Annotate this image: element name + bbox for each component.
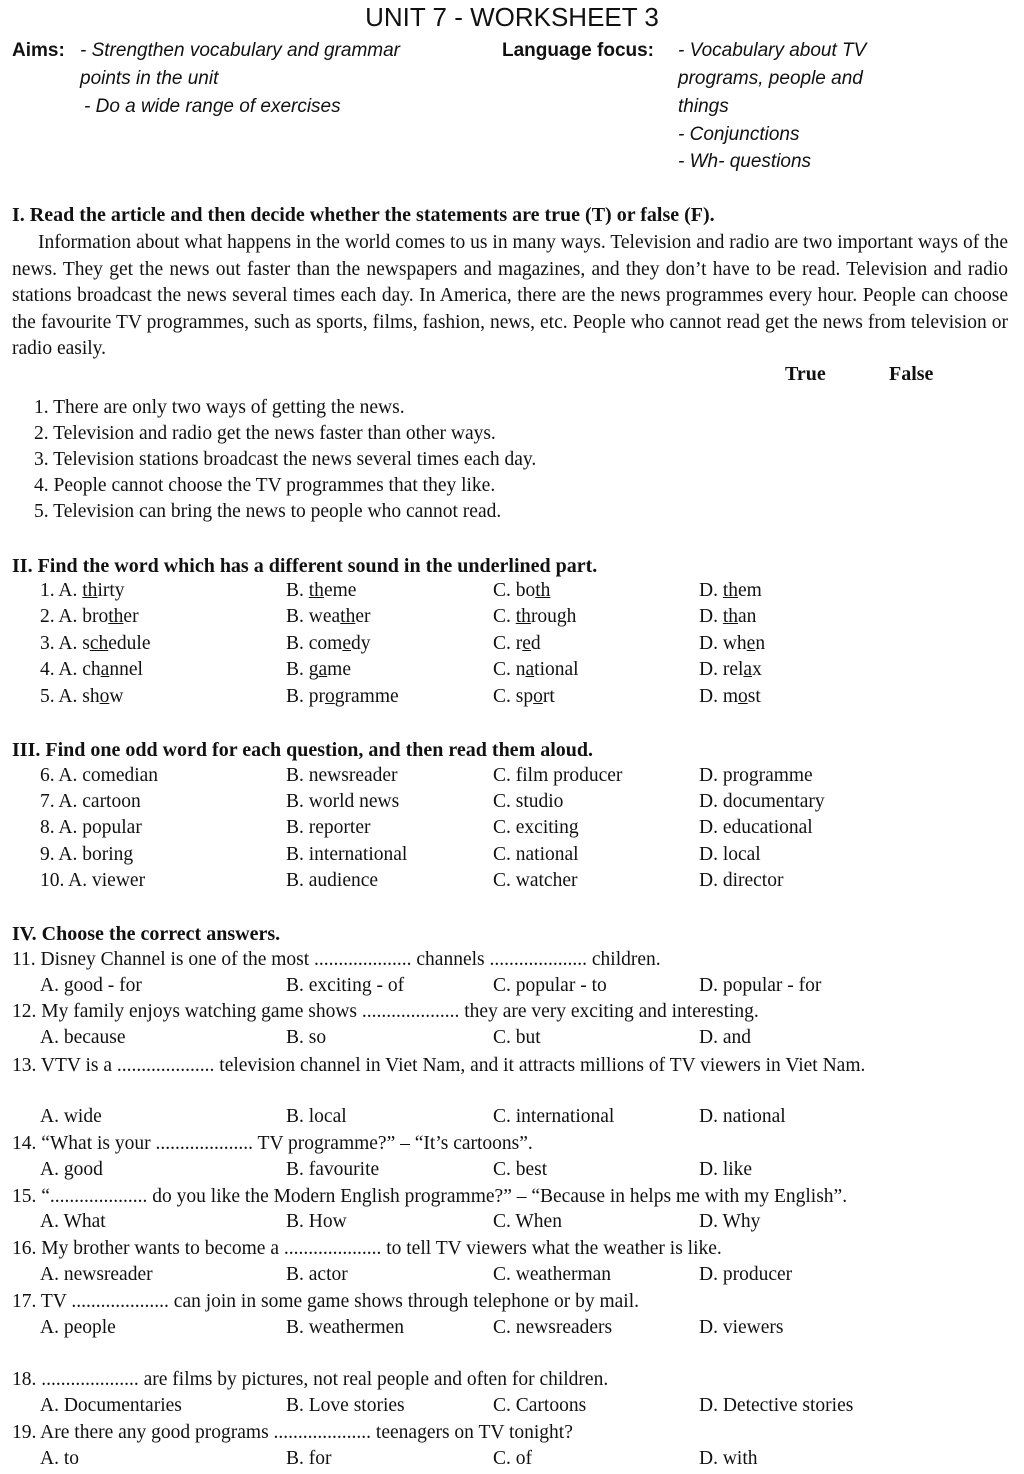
sound-option bbox=[699, 659, 762, 681]
question-text: 17. TV .................... can join in some game shows through telephone or by mail. bbox=[12, 1291, 639, 1312]
answer-option: D. popular - for bbox=[699, 975, 822, 996]
underlined-part: th bbox=[722, 606, 739, 627]
answer-option: A. Documentaries bbox=[40, 1395, 182, 1416]
underlined-part: ch bbox=[89, 633, 109, 654]
underlined-part: th bbox=[535, 580, 551, 601]
word-part: B. pr bbox=[286, 686, 325, 707]
odd-word-option: D. director bbox=[699, 870, 784, 891]
answer-option: B. so bbox=[286, 1027, 327, 1048]
sound-option bbox=[493, 580, 550, 602]
answer-option: D. producer bbox=[699, 1264, 793, 1285]
odd-word-row bbox=[0, 870, 1024, 896]
word-part: D. m bbox=[699, 686, 738, 707]
underlined-part: th bbox=[722, 580, 739, 601]
question-text: 19. Are there any good programs .................... teenagers on TV tonight? bbox=[12, 1422, 573, 1443]
word-part: C. r bbox=[493, 633, 523, 654]
statement: 4. People cannot choose the TV programmes that they like. bbox=[34, 475, 496, 496]
statement: 3. Television stations broadcast the news several times each day. bbox=[34, 449, 537, 470]
sound-option bbox=[286, 686, 399, 708]
question-text: 11. Disney Channel is one of the most .................... channels .................... children. bbox=[12, 949, 661, 970]
word-part: me bbox=[327, 659, 351, 680]
language-focus-item: - Conjunctions bbox=[678, 124, 800, 145]
underlined-part: th bbox=[82, 580, 98, 601]
odd-word-option: 8. A. popular bbox=[40, 817, 142, 838]
statement: 2. Television and radio get the news faster than other ways. bbox=[34, 423, 496, 444]
sound-option bbox=[40, 633, 151, 655]
language-focus-item: programs, people and bbox=[678, 68, 863, 89]
underlined-part: th bbox=[515, 606, 531, 627]
word-part: C. bo bbox=[493, 580, 536, 601]
language-focus-item: - Vocabulary about TV bbox=[678, 40, 867, 61]
word-part: st bbox=[747, 686, 761, 707]
answer-option: B. local bbox=[286, 1106, 347, 1127]
odd-word-row bbox=[0, 765, 1024, 791]
word-part: D. bbox=[699, 580, 723, 601]
worksheet-title: UNIT 7 - WORKSHEET 3 bbox=[365, 2, 659, 32]
odd-word-row bbox=[0, 844, 1024, 870]
answer-options-row bbox=[0, 1027, 1024, 1053]
answer-option: B. favourite bbox=[286, 1159, 380, 1180]
odd-word-option: C. film producer bbox=[493, 765, 623, 786]
answer-option: C. of bbox=[493, 1448, 532, 1469]
question-text: 13. VTV is a .................... television channel in Viet Nam, and it attracts millions of TV viewers in Viet Nam. bbox=[12, 1055, 866, 1076]
aim-item: - Do a wide range of exercises bbox=[84, 96, 341, 117]
false-column-label: False bbox=[889, 363, 934, 385]
question-text: 14. “What is your .................... TV programme?” – “It’s cartoons”. bbox=[12, 1133, 533, 1154]
article-text: Information about what happens in the world comes to us in many ways. Television and radio are two important ways of the news. They get the news out faster than the newspapers and magazines, and they don’t have to be read. Television and radio stations broadcast the news several times each day. In America, there are the news programmes every hour. People can choose the favourite TV programmes, such as sports, films, fashion, news, etc. People who cannot read get the news from television or radio easily. bbox=[12, 232, 1008, 359]
underlined-part: a bbox=[525, 659, 535, 680]
sound-option bbox=[40, 580, 125, 602]
answer-option: C. popular - to bbox=[493, 975, 607, 996]
word-part: 1. A. bbox=[40, 580, 83, 601]
odd-word-option: C. national bbox=[493, 844, 579, 865]
sound-option bbox=[286, 659, 351, 681]
word-part: C. bbox=[493, 606, 516, 627]
underlined-part: o bbox=[533, 686, 543, 707]
odd-word-option: 9. A. boring bbox=[40, 844, 134, 865]
word-part: w bbox=[109, 686, 124, 707]
sound-option bbox=[493, 606, 576, 628]
answer-option: C. Cartoons bbox=[493, 1395, 587, 1416]
odd-word-option: 10. A. viewer bbox=[40, 870, 146, 891]
word-part: x bbox=[752, 659, 762, 680]
sound-option bbox=[40, 659, 143, 681]
odd-word-option: B. international bbox=[286, 844, 408, 865]
odd-word-option: D. educational bbox=[699, 817, 813, 838]
answer-option: B. for bbox=[286, 1448, 332, 1469]
odd-word-option: C. studio bbox=[493, 791, 564, 812]
word-part: B. bbox=[286, 580, 309, 601]
question-text: 16. My brother wants to become a .................... to tell TV viewers what the weather is like. bbox=[12, 1238, 722, 1259]
answer-option: D. Why bbox=[699, 1211, 761, 1232]
answer-option: A. people bbox=[40, 1317, 116, 1338]
answer-option: B. Love stories bbox=[286, 1395, 405, 1416]
underlined-part: a bbox=[318, 659, 328, 680]
underlined-part: e bbox=[746, 633, 756, 654]
sound-row bbox=[0, 686, 1024, 712]
sound-option bbox=[493, 659, 579, 681]
word-part: rt bbox=[542, 686, 555, 707]
sound-row bbox=[0, 633, 1024, 659]
language-focus-label: Language focus: bbox=[502, 40, 655, 61]
word-part: 2. A. bro bbox=[40, 606, 109, 627]
answer-option: B. weathermen bbox=[286, 1317, 405, 1338]
sound-row bbox=[0, 580, 1024, 606]
statement: 1. There are only two ways of getting the news. bbox=[34, 397, 405, 418]
word-part: C. sp bbox=[493, 686, 534, 707]
odd-word-row bbox=[0, 817, 1024, 843]
underlined-part: th bbox=[340, 606, 356, 627]
answer-options-row bbox=[0, 1211, 1024, 1237]
sound-option bbox=[286, 606, 370, 628]
word-part: D. bbox=[699, 606, 723, 627]
answer-options-row bbox=[0, 1317, 1024, 1343]
odd-word-option: C. exciting bbox=[493, 817, 579, 838]
sound-option bbox=[699, 580, 762, 602]
answer-option: C. newsreaders bbox=[493, 1317, 613, 1338]
underlined-part: th bbox=[308, 580, 324, 601]
answer-option: D. Detective stories bbox=[699, 1395, 854, 1416]
underlined-part: e bbox=[522, 633, 531, 654]
answer-option: C. but bbox=[493, 1027, 541, 1048]
answer-option: A. What bbox=[40, 1211, 106, 1232]
underlined-part: e bbox=[342, 633, 351, 654]
answer-option: C. When bbox=[493, 1211, 562, 1232]
answer-options-row bbox=[0, 1395, 1024, 1421]
word-part: nnel bbox=[109, 659, 143, 680]
word-part: dy bbox=[351, 633, 371, 654]
answer-option: D. and bbox=[699, 1027, 751, 1048]
question-text: 18. .................... are films by pictures, not real people and often for children. bbox=[12, 1369, 609, 1390]
answer-options-row bbox=[0, 1159, 1024, 1185]
answer-options-row bbox=[0, 975, 1024, 1001]
aim-item: - Strengthen vocabulary and grammar bbox=[80, 40, 400, 61]
word-part: 3. A. s bbox=[40, 633, 90, 654]
odd-word-option: D. documentary bbox=[699, 791, 825, 812]
sound-row bbox=[0, 659, 1024, 685]
sound-option bbox=[286, 633, 371, 655]
sound-option bbox=[40, 686, 123, 708]
word-part: B. wea bbox=[286, 606, 341, 627]
word-part: gramme bbox=[334, 686, 399, 707]
sound-option bbox=[493, 633, 541, 655]
odd-word-option: B. reporter bbox=[286, 817, 371, 838]
word-part: em bbox=[738, 580, 762, 601]
word-part: B. g bbox=[286, 659, 319, 680]
word-part: an bbox=[738, 606, 757, 627]
question-text: 15. “.................... do you like the Modern English programme?” – “Because in helps me with my English”. bbox=[12, 1186, 848, 1207]
word-part: D. rel bbox=[699, 659, 744, 680]
answer-option: D. with bbox=[699, 1448, 758, 1469]
underlined-part: a bbox=[100, 659, 110, 680]
sound-option bbox=[40, 606, 139, 628]
statement: 5. Television can bring the news to people who cannot read. bbox=[34, 501, 502, 522]
odd-word-row bbox=[0, 791, 1024, 817]
word-part: er bbox=[123, 606, 139, 627]
underlined-part: o bbox=[99, 686, 110, 707]
odd-word-option: B. world news bbox=[286, 791, 400, 812]
sound-option bbox=[699, 633, 765, 655]
underlined-part: o bbox=[738, 686, 748, 707]
answer-option: A. newsreader bbox=[40, 1264, 153, 1285]
true-column-label: True bbox=[785, 363, 826, 385]
word-part: edule bbox=[108, 633, 151, 654]
odd-word-option: B. newsreader bbox=[286, 765, 398, 786]
answer-option: B. actor bbox=[286, 1264, 348, 1285]
odd-word-option: D. local bbox=[699, 844, 761, 865]
sound-option bbox=[699, 606, 756, 628]
word-part: n bbox=[755, 633, 766, 654]
answer-option: B. How bbox=[286, 1211, 347, 1232]
odd-word-option: 6. A. comedian bbox=[40, 765, 159, 786]
answer-option: D. national bbox=[699, 1106, 786, 1127]
word-part: er bbox=[355, 606, 371, 627]
question-text: 12. My family enjoys watching game shows .................... they are very exciting and interesting. bbox=[12, 1001, 759, 1022]
answer-option: D. like bbox=[699, 1159, 753, 1180]
language-focus-item: - Wh- questions bbox=[678, 151, 812, 172]
word-part: 4. A. ch bbox=[40, 659, 101, 680]
answer-option: C. international bbox=[493, 1106, 615, 1127]
answer-option: D. viewers bbox=[699, 1317, 784, 1338]
word-part: d bbox=[530, 633, 541, 654]
word-part: eme bbox=[323, 580, 357, 601]
odd-word-option: B. audience bbox=[286, 870, 379, 891]
answer-options-row bbox=[0, 1448, 1024, 1474]
aims-label: Aims: bbox=[12, 40, 65, 61]
answer-option: A. good bbox=[40, 1159, 103, 1180]
answer-options-row bbox=[0, 1264, 1024, 1290]
odd-word-option: 7. A. cartoon bbox=[40, 791, 141, 812]
odd-word-option: C. watcher bbox=[493, 870, 578, 891]
sound-option bbox=[286, 580, 356, 602]
aim-item: points in the unit bbox=[80, 68, 219, 89]
article-paragraph bbox=[12, 230, 1008, 363]
sound-option bbox=[699, 686, 761, 708]
word-part: C. n bbox=[493, 659, 526, 680]
section-4-heading: IV. Choose the correct answers. bbox=[12, 923, 281, 945]
word-part: D. wh bbox=[699, 633, 747, 654]
answer-options-row bbox=[0, 1106, 1024, 1132]
answer-option: C. best bbox=[493, 1159, 548, 1180]
word-part: B. com bbox=[286, 633, 343, 654]
word-part: rough bbox=[530, 606, 577, 627]
answer-option: A. because bbox=[40, 1027, 126, 1048]
answer-option: B. exciting - of bbox=[286, 975, 405, 996]
answer-option: A. good - for bbox=[40, 975, 142, 996]
section-2-heading: II. Find the word which has a different sound in the underlined part. bbox=[12, 555, 598, 577]
language-focus-item: things bbox=[678, 96, 729, 117]
sound-row bbox=[0, 606, 1024, 632]
odd-word-option: D. programme bbox=[699, 765, 813, 786]
section-1-heading: I. Read the article and then decide whether the statements are true (T) or false (F). bbox=[12, 204, 715, 226]
word-part: irty bbox=[97, 580, 125, 601]
word-part: 5. A. sh bbox=[40, 686, 100, 707]
section-3-heading: III. Find one odd word for each question, and then read them aloud. bbox=[12, 739, 594, 761]
underlined-part: th bbox=[108, 606, 124, 627]
word-part: tional bbox=[534, 659, 579, 680]
answer-option: A. wide bbox=[40, 1106, 102, 1127]
underlined-part: a bbox=[743, 659, 753, 680]
underlined-part: o bbox=[325, 686, 335, 707]
answer-option: C. weatherman bbox=[493, 1264, 612, 1285]
answer-option: A. to bbox=[40, 1448, 79, 1469]
sound-option bbox=[493, 686, 555, 708]
